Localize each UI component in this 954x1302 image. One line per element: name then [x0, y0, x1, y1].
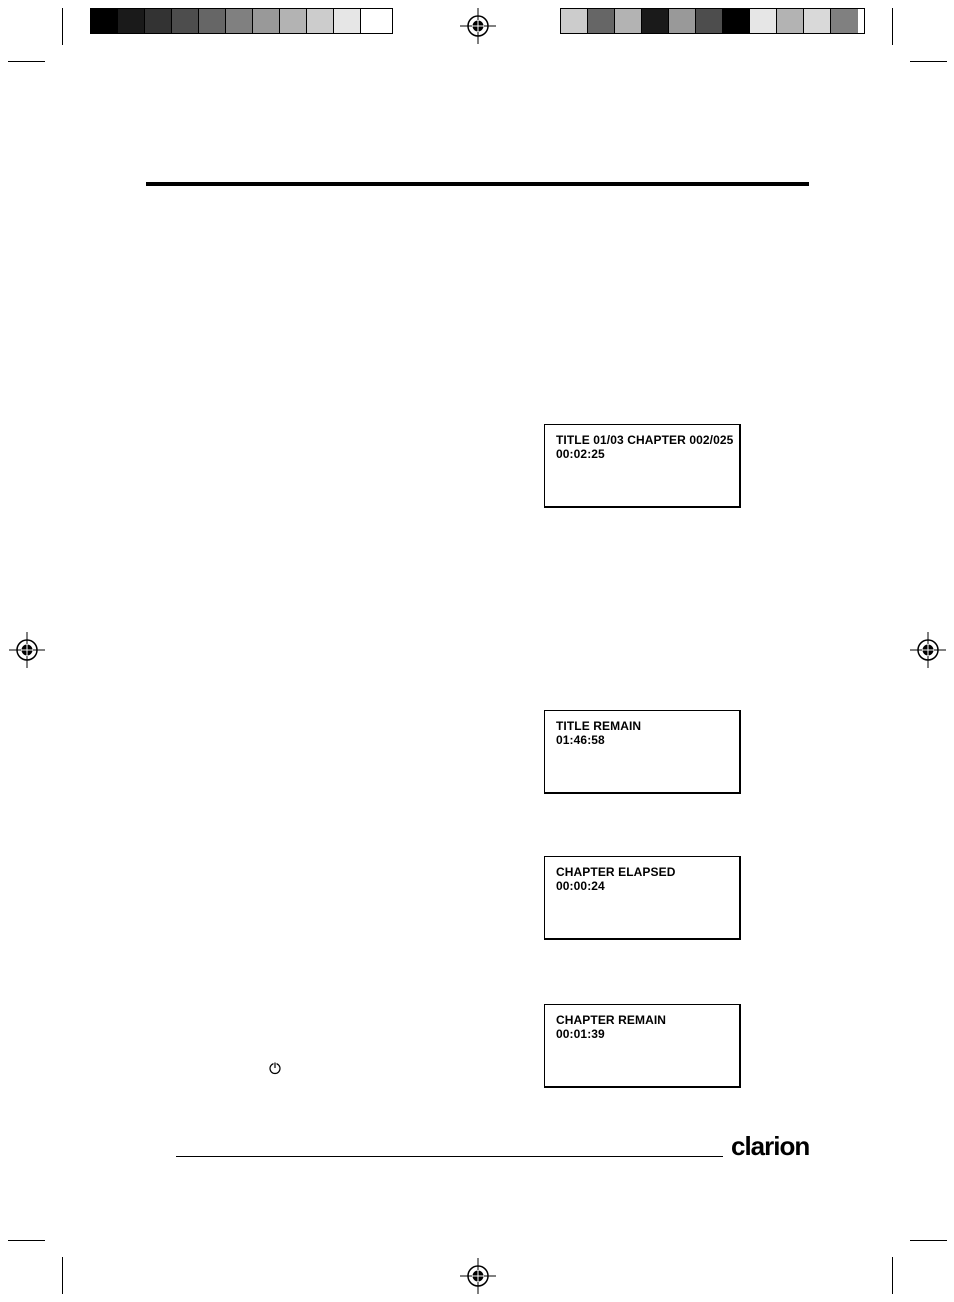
chapter-elapsed-display	[544, 856, 741, 940]
color-swatch	[615, 9, 642, 33]
color-swatch	[226, 9, 253, 33]
crop-mark	[8, 1240, 45, 1241]
registration-mark-icon	[9, 632, 45, 668]
crop-mark	[892, 8, 893, 45]
registration-mark-icon	[460, 1258, 496, 1294]
display-line-2: 00:02:25	[556, 447, 605, 461]
color-swatch	[307, 9, 334, 33]
display-line-1: TITLE REMAIN	[556, 719, 642, 733]
color-swatch	[642, 9, 669, 33]
color-swatch	[91, 9, 118, 33]
crop-mark	[8, 61, 45, 62]
display-line-1: CHAPTER REMAIN	[556, 1013, 667, 1027]
color-swatch	[777, 9, 804, 33]
brand-logo: clarion	[731, 1131, 810, 1161]
color-swatch	[118, 9, 145, 33]
display-line-2: 01:46:58	[556, 733, 605, 747]
color-swatch	[669, 9, 696, 33]
color-swatch	[253, 9, 280, 33]
header-rule	[146, 182, 809, 186]
title-remain-display	[544, 710, 741, 794]
color-swatch	[280, 9, 307, 33]
chapter-remain-display	[544, 1004, 741, 1088]
crop-mark	[892, 1257, 893, 1294]
color-swatch	[561, 9, 588, 33]
color-swatch	[696, 9, 723, 33]
color-swatch	[750, 9, 777, 33]
color-swatch	[831, 9, 858, 33]
color-swatch	[804, 9, 831, 33]
color-swatch	[723, 9, 750, 33]
color-swatch	[172, 9, 199, 33]
color-swatch	[199, 9, 226, 33]
crop-mark	[910, 61, 947, 62]
crop-mark	[910, 1240, 947, 1241]
color-calibration-strip-right	[560, 8, 865, 34]
registration-mark-icon	[460, 8, 496, 44]
display-line-2: 00:01:39	[556, 1027, 605, 1041]
display-line-1: TITLE 01/03 CHAPTER 002/025	[556, 433, 734, 447]
color-swatch	[145, 9, 172, 33]
color-calibration-strip-left	[90, 8, 393, 34]
crop-mark	[62, 8, 63, 45]
color-swatch	[588, 9, 615, 33]
display-line-2: 00:00:24	[556, 879, 605, 893]
title-chapter-display	[544, 424, 741, 508]
footer-rule	[176, 1156, 723, 1157]
registration-mark-icon	[910, 632, 946, 668]
display-line-1: CHAPTER ELAPSED	[556, 865, 676, 879]
color-swatch	[334, 9, 361, 33]
crop-mark	[62, 1257, 63, 1294]
color-swatch	[361, 9, 388, 33]
power-icon	[268, 1061, 282, 1075]
